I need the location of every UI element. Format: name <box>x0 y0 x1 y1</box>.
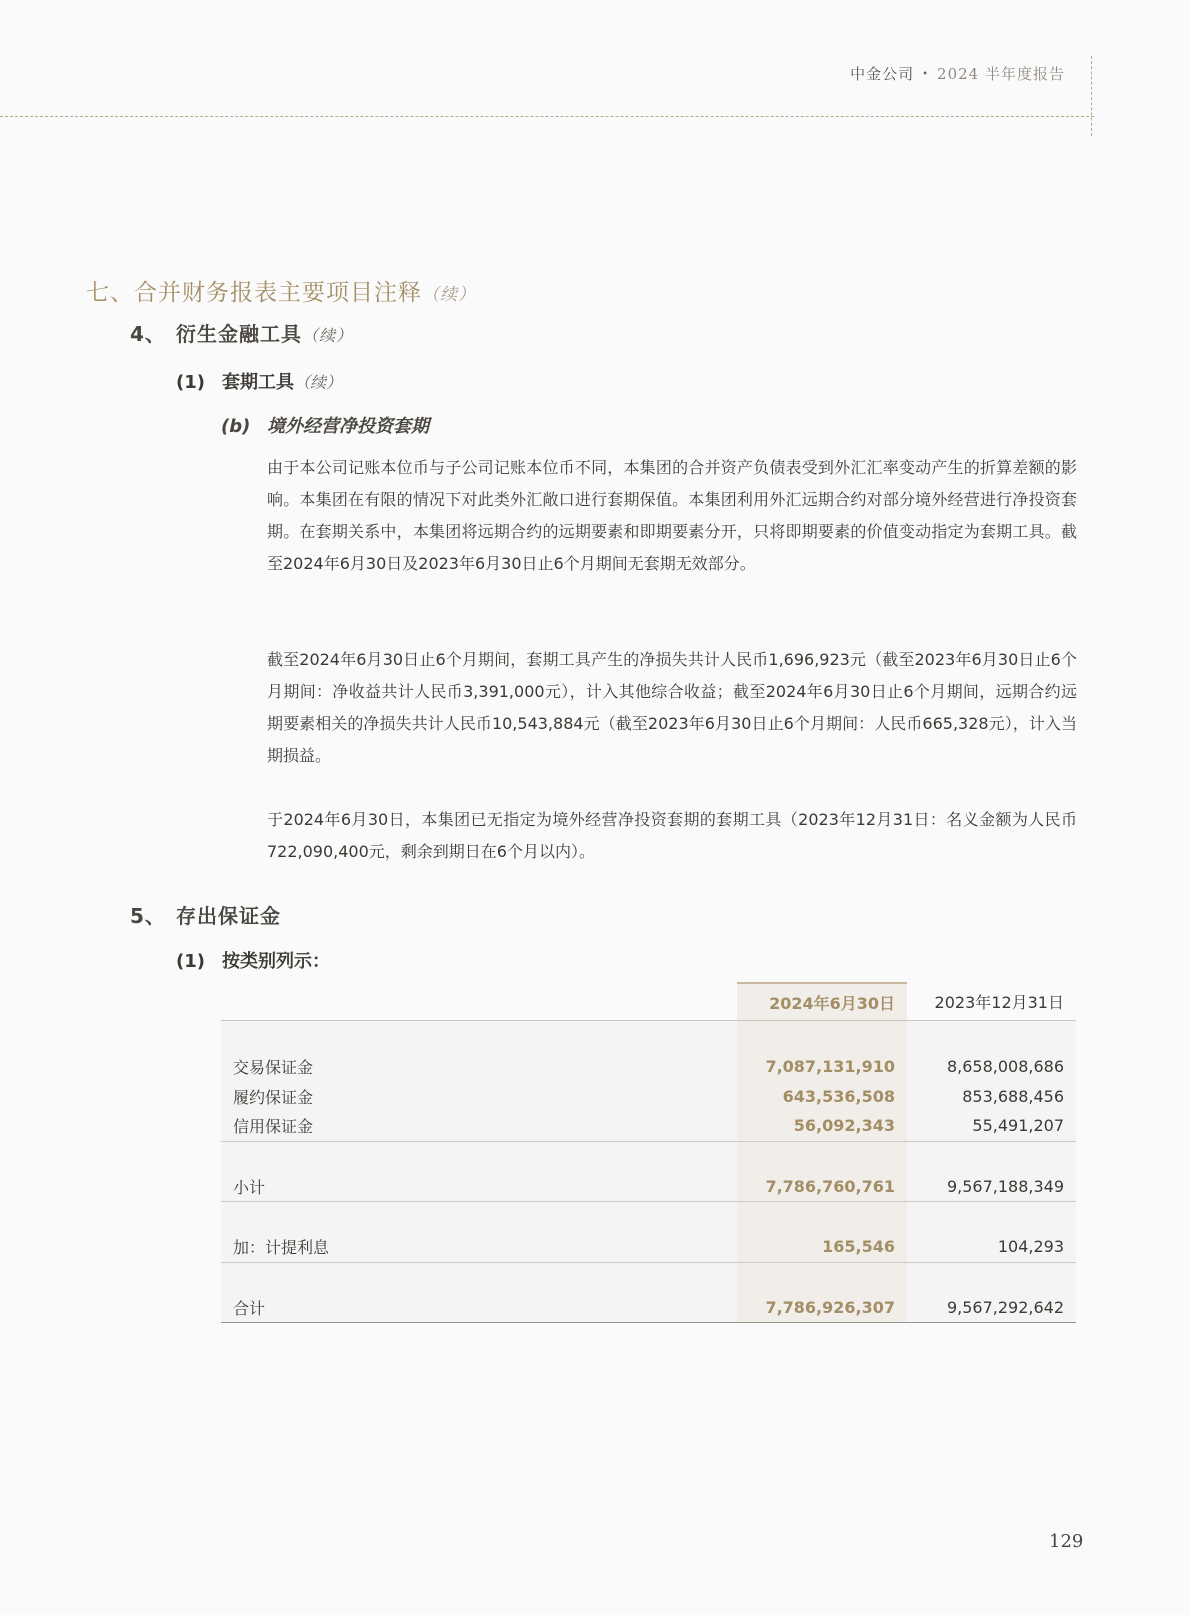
item4-1b-num: (b) <box>221 416 251 437</box>
total-row <box>221 1293 1076 1323</box>
item5-num: 5、 <box>130 904 166 928</box>
table-row <box>221 1081 1076 1111</box>
section-cont: （续） <box>422 285 476 305</box>
header-dot: • <box>922 69 930 80</box>
header-report: 2024 半年度报告 <box>937 65 1065 83</box>
row-current: 643,536,508 <box>737 1081 907 1111</box>
table-row <box>221 1111 1076 1141</box>
paragraph-hedge-status: 于2024年6月30日，本集团已无指定为境外经营净投资套期的套期工具（2023年12月31日：名义金额为人民币722,090,400元，剩余到期日在6个月以内）。 <box>267 810 1077 861</box>
deposits-table <box>221 982 1076 1323</box>
total-current: 7,786,926,307 <box>737 1293 907 1323</box>
table-header-row <box>221 983 1076 1021</box>
page-header <box>850 63 1065 84</box>
row-current: 7,087,131,910 <box>737 1051 907 1081</box>
section-title: 七、合并财务报表主要项目注释 <box>86 280 422 306</box>
row-label: 交易保证金 <box>233 1057 314 1077</box>
header-label-cell <box>221 983 737 1021</box>
row-label: 信用保证金 <box>221 1111 737 1141</box>
header-vertical-dashed-rule <box>1091 56 1092 136</box>
item5-1-num: (1) <box>176 951 205 972</box>
item4-1b-title: 境外经营净投资套期 <box>267 416 429 437</box>
total-label: 合计 <box>221 1293 737 1323</box>
item5-1-heading <box>176 947 330 973</box>
section-heading <box>86 274 476 307</box>
paragraph-hedge-policy: 由于本公司记账本位币与子公司记账本位币不同，本集团的合并资产负债表受到外汇汇率变动产生的折算差额的影响。本集团在有限的情况下对此类外汇敞口进行套期保值。本集团利用外汇远期合约对部分境外经营进行净投资套期。在套期关系中，本集团将远期合约的远期要素和即期要素分开，只将即期要素的价值变动指定为套期工具。截至2024年6月30日及2023年6月30日止6个月期间无套期无效部分。 <box>267 458 1077 573</box>
row-prior: 8,658,008,686 <box>946 1056 1064 1076</box>
item4-1-heading <box>176 368 342 394</box>
item5-1-title: 按类别列示： <box>222 951 330 972</box>
interest-current: 165,546 <box>737 1232 907 1262</box>
header-prior-period: 2023年12月31日 <box>907 983 1076 1021</box>
header-company: 中金公司 <box>850 65 915 83</box>
item4-1-cont: （续） <box>294 373 343 392</box>
interest-row <box>221 1232 1076 1262</box>
subtotal-row <box>221 1172 1076 1202</box>
item4-num: 4、 <box>130 322 166 346</box>
item4-1-num: (1) <box>176 372 205 393</box>
header-current-period: 2024年6月30日 <box>737 983 907 1021</box>
subtotal-current: 7,786,760,761 <box>737 1172 907 1202</box>
row-prior: 55,491,207 <box>907 1111 1076 1141</box>
subtotal-prior: 9,567,188,349 <box>907 1172 1076 1202</box>
item4-cont: （续） <box>302 326 354 345</box>
item4-1-title: 套期工具 <box>222 372 294 393</box>
page-number: 129 <box>1049 1531 1084 1552</box>
header-dashed-rule <box>0 116 1094 117</box>
row-prior: 853,688,456 <box>962 1086 1064 1106</box>
paragraph-hedge-result: 截至2024年6月30日止6个月期间，套期工具产生的净损失共计人民币1,696,923元（截至2023年6月30日止6个月期间：净收益共计人民币3,391,000元），计入其他综合收益；截至2024年6月30日止6个月期间，远期合约远期要素相关的净损失共计人民币10,543,884元（截至2023年6月30日止6个月期间：人民币665,328元），计入当期损益。 <box>267 650 1077 765</box>
row-label: 履约保证金 <box>233 1087 314 1107</box>
total-prior: 9,567,292,642 <box>907 1293 1076 1323</box>
item4-title: 衍生金融工具 <box>176 322 302 346</box>
row-current: 56,092,343 <box>737 1111 907 1141</box>
item4-heading <box>130 318 353 347</box>
subtotal-label: 小计 <box>221 1172 737 1202</box>
interest-label: 加：计提利息 <box>221 1232 737 1262</box>
table-row <box>221 1051 1076 1081</box>
item5-title: 存出保证金 <box>176 904 281 928</box>
item4-1b-heading <box>221 412 429 438</box>
item5-heading <box>130 900 281 929</box>
interest-prior: 104,293 <box>907 1232 1076 1262</box>
